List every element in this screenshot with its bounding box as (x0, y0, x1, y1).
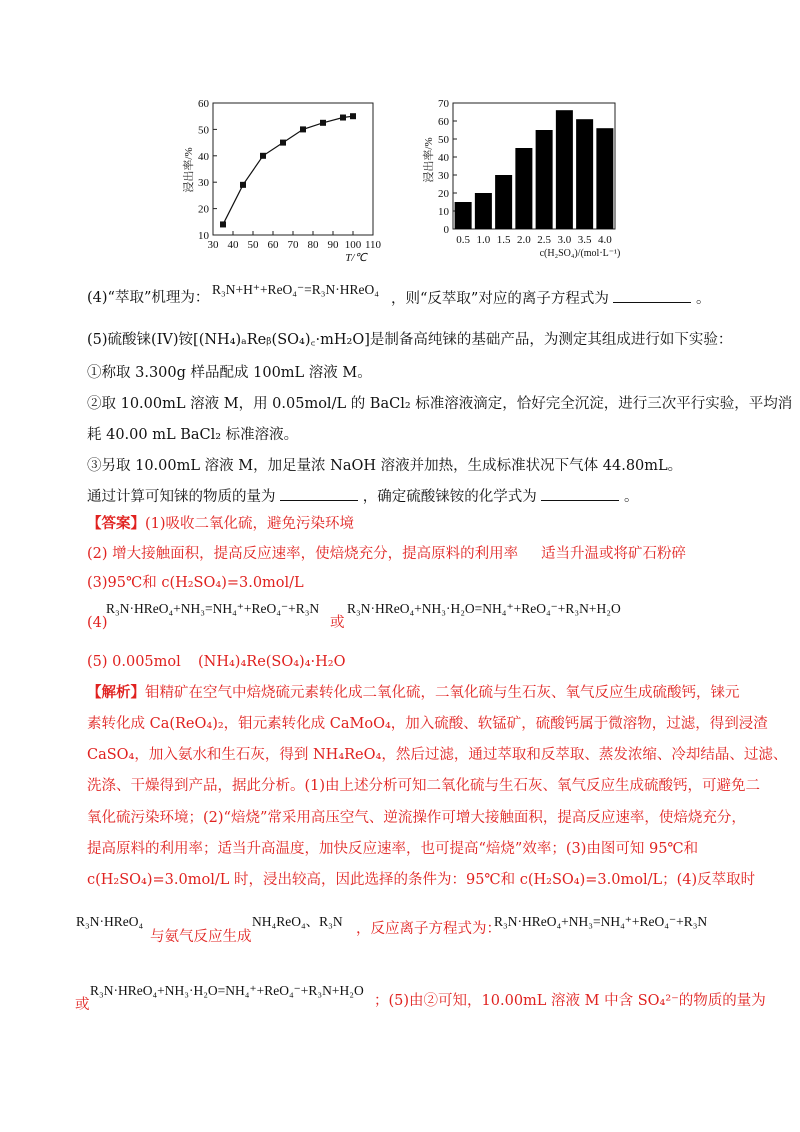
x-tick-label: 4.0 (598, 234, 612, 246)
x-tick-label: 3.5 (577, 234, 592, 246)
x-tick-label: 40 (227, 239, 239, 251)
q5-final-b: ，确定硫酸铼铵的化学式为 (362, 489, 537, 505)
y-tick-label: 60 (198, 98, 209, 110)
analysis-l5: 氧化硫污染环境；(2)“焙烧”常采用高压空气、逆流操作可增大接触面积，提高反应速率，使焙烧充分， (87, 810, 746, 826)
x-tick-label: 0.5 (456, 234, 470, 246)
analysis-l2: 素转化成 Ca(ReO₄)₂，钼元素转化成 CaMoO₄，加入硫酸、软锰矿，硫酸钙属于微溶物，过滤，得到浸渣 (87, 716, 768, 732)
y-tick-label: 0 (443, 224, 449, 236)
answer-blank-2[interactable] (541, 486, 619, 501)
y-tick-label: 20 (438, 188, 449, 200)
data-point (280, 140, 286, 146)
y-tick-label: 60 (438, 116, 449, 128)
q4-end: 。 (696, 291, 711, 307)
analysis-l7: c(H₂SO₄)=3.0mol/L 时，浸出较高，因此选择的条件为：95℃和 c(H₂SO₄)=3.0mol/L；(4)反萃取时 (87, 872, 756, 888)
plot-frame (213, 103, 373, 235)
x-tick-label: 50 (247, 239, 259, 251)
bar (556, 110, 573, 229)
x-tick-label: 110 (364, 239, 382, 251)
analysis-l4: 洗涤、干燥得到产品，据此分析。(1)由上述分析可知二氧化硫与生石灰、氧气反应生成硫酸钙，可避免二 (87, 778, 761, 794)
x-tick-label: 90 (327, 239, 339, 251)
bar (536, 130, 553, 229)
q4-suffix: ，则“反萃取”对应的离子方程式为 (391, 291, 609, 307)
data-point (320, 120, 326, 126)
y-tick-label: 30 (438, 170, 449, 182)
y-tick-label: 40 (438, 152, 449, 164)
q5-final (87, 486, 638, 507)
answer-4-formula-1: R₃N·HReO₄+NH₃=NH₄⁺+ReO₄⁻+R₃N (106, 601, 320, 616)
y-axis-label: 浸出率/% (423, 137, 435, 183)
analysis-l9-formula: R₃N·HReO₄+NH₃·H₂O=NH₄⁺+ReO₄⁻+R₃N+H₂O (90, 983, 364, 998)
x-tick-label: 3.0 (557, 234, 572, 246)
answer-1: (1)吸收二氧化硫，避免污染环境 (145, 516, 355, 532)
x-tick-label: 60 (267, 239, 279, 251)
x-tick-label: 2.0 (517, 234, 531, 246)
y-tick-label: 50 (198, 124, 209, 137)
answer-5: (5) 0.005mol (87, 654, 181, 670)
analysis-l8-formula-1: R₃N·HReO₄ (76, 914, 144, 929)
bar (495, 175, 512, 229)
y-axis-label: 浸出率/% (183, 147, 195, 193)
answer-blank-1[interactable] (280, 486, 358, 501)
analysis-l9-text: ；(5)由②可知，10.00mL 溶液 M 中含 SO₄²⁻的物质的量为 (374, 993, 766, 1009)
analysis-l9-or: 或 (75, 997, 90, 1013)
q4-suffix-line (391, 288, 711, 309)
q5-final-a: 通过计算可知铼的物质的量为 (87, 489, 276, 505)
q4-formula: R₃N+H⁺+ReO₄⁻=R₃N·HReO₄ (212, 282, 379, 297)
analysis-l8-text-2: ，反应离子方程式为： (356, 921, 501, 937)
answer-4-label: (4) (87, 615, 108, 631)
series-line (223, 116, 353, 224)
analysis-l3: CaSO₄，加入氨水和生石灰，得到 NH₄ReO₄，然后过滤，通过萃取和反萃取、蒸发浓缩、冷却结晶、过滤、 (87, 747, 788, 763)
answer-tag: 【答案】 (87, 515, 145, 532)
q4-line (87, 288, 209, 308)
q5-intro: (5)硫酸铼(IV)铵[(NH₄)ₐReᵦ(SO₄)꜀·mH₂O]是制备高纯铼的基础产品，为测定其组成进行如下实验： (87, 332, 733, 348)
data-point (300, 126, 306, 132)
bar (515, 148, 532, 229)
data-point (350, 113, 356, 119)
bar (455, 202, 472, 229)
line-chart (181, 98, 382, 264)
data-point (340, 115, 346, 121)
y-tick-label: 20 (198, 203, 209, 216)
x-axis-label: T/℃ (345, 252, 367, 264)
y-tick-label: 10 (438, 206, 449, 218)
y-tick-label: 70 (438, 98, 449, 110)
data-point (240, 182, 246, 188)
bar (596, 128, 613, 229)
data-point (260, 153, 266, 159)
analysis-l8-formula-3: R₃N·HReO₄+NH₃=NH₄⁺+ReO₄⁻+R₃N (494, 914, 708, 929)
analysis-l8-text-1: 与氨气反应生成 (150, 929, 252, 945)
answer-blank[interactable] (613, 288, 691, 303)
analysis-l8-formula-2: NH₄ReO₄、R₃N (252, 914, 343, 929)
x-tick-label: 1.0 (476, 234, 491, 246)
x-tick-label: 80 (307, 239, 319, 251)
plot-frame (453, 103, 615, 229)
bar (475, 193, 492, 229)
y-tick-label: 50 (438, 134, 449, 146)
y-tick-label: 30 (198, 177, 209, 190)
bar (576, 119, 593, 229)
answer-2b: 适当升温或将矿石粉碎 (541, 546, 686, 562)
q5-step2a: ②取 10.00mL 溶液 M，用 0.05mol/L 的 BaCl₂ 标准溶液滴定，恰好完全沉淀，进行三次平行实验，平均消 (87, 396, 793, 412)
q5-step2b: 耗 40.00 mL BaCl₂ 标准溶液。 (87, 427, 299, 443)
answer-4-formula-2: R₃N·HReO₄+NH₃·H₂O=NH₄⁺+ReO₄⁻+R₃N+H₂O (347, 601, 621, 616)
answer-line-1 (87, 514, 354, 534)
x-tick-label: 30 (207, 239, 219, 251)
x-tick-label: 100 (344, 239, 362, 251)
q5-step1: ①称取 3.300g 样品配成 100mL 溶液 M。 (87, 365, 372, 381)
analysis-l6: 提高原料的利用率；适当升高温度，加快反应速率，也可提高“焙烧”效率；(3)由图可知 95℃和 (87, 841, 699, 857)
analysis-line-1 (87, 683, 740, 703)
x-tick-label: 70 (287, 239, 299, 251)
x-tick-label: 1.5 (496, 234, 511, 246)
x-axis-label: c(H₂SO₄)/(mol·L⁻¹) (539, 248, 621, 259)
q5-final-c: 。 (623, 489, 639, 505)
y-tick-label: 40 (198, 150, 209, 163)
answer-4-or: 或 (330, 615, 345, 631)
q4-prefix: (4)“萃取”机理为： (87, 290, 210, 306)
answer-2: (2) 增大接触面积，提高反应速率，使焙烧充分，提高原料的利用率 (87, 546, 519, 562)
answer-5b: (NH₄)₄Re(SO₄)₄·H₂O (198, 654, 346, 670)
analysis-l1: 钼精矿在空气中焙烧硫元素转化成二氧化硫，二氧化硫与生石灰、氧气反应生成硫酸钙，铼元 (145, 685, 740, 701)
answer-3: (3)95℃和 c(H₂SO₄)=3.0mol/L (87, 575, 304, 591)
x-tick-label: 2.5 (537, 234, 551, 246)
y-tick-label: 10 (198, 230, 209, 242)
bar-chart (421, 98, 620, 259)
analysis-tag: 【解析】 (87, 684, 145, 701)
data-point (220, 221, 226, 227)
q5-step3: ③另取 10.00mL 溶液 M，加足量浓 NaOH 溶液并加热，生成标准状况下气体 44.80mL。 (87, 458, 683, 474)
